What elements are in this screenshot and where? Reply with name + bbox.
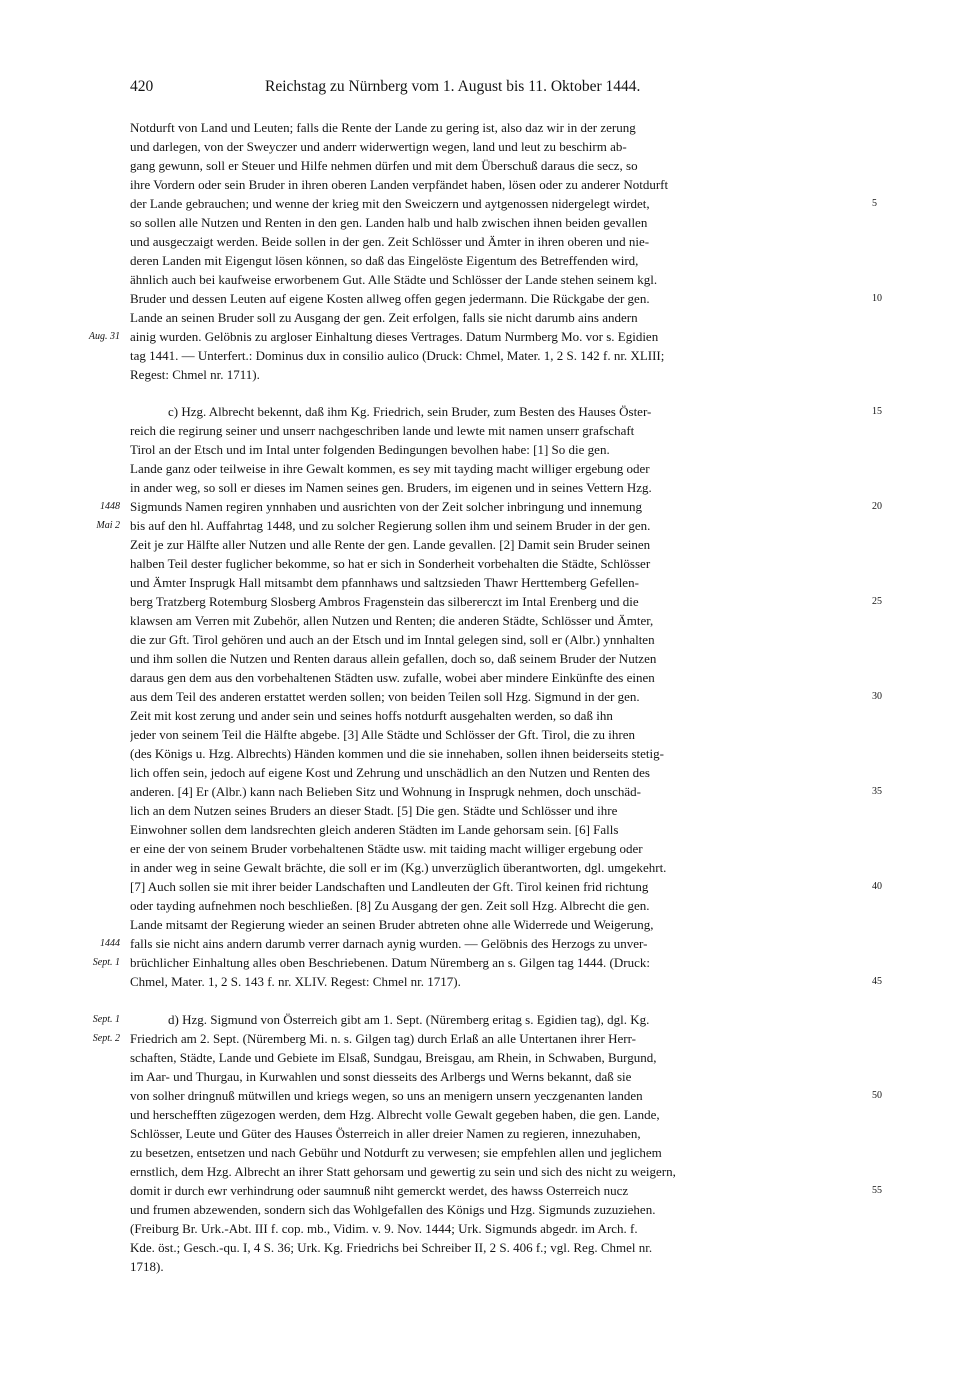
text-line bbox=[0, 687, 960, 706]
text-line bbox=[0, 1086, 960, 1105]
line-text: Tirol an der Etsch und im Intal unter folgenden Bedingungen bevolhen habe: [1] So die gen. bbox=[130, 442, 610, 457]
line-text: zu besetzen, entsetzen und nach Gebühr und Notdurft zu verwesen; sie empfehlen allen und jeglichem bbox=[130, 1145, 662, 1160]
section-d bbox=[0, 1010, 960, 1276]
text-line bbox=[0, 459, 960, 478]
margin-date: 1448 bbox=[100, 501, 120, 512]
line-number: 30 bbox=[872, 691, 882, 702]
line-text: Bruder und dessen Leuten auf eigene Kosten allweg offen gegen jedermann. Die Rückgabe der gen. bbox=[130, 291, 650, 306]
line-text: im Aar- und Thurgau, in Kurwahlen und sonst diesseits des Arlbergs und Werns bekannt, daß sie bbox=[130, 1069, 632, 1084]
text-line bbox=[0, 421, 960, 440]
line-text: brüchlicher Einhaltung alles oben Beschriebenen. Datum Nüremberg an s. Gilgen tag 1444. (Druck: bbox=[130, 955, 650, 970]
line-text: von solher dringnuß mütwillen und kriegs wegen, so uns an menigern unsern yeczgenanten landen bbox=[130, 1088, 643, 1103]
margin-date: Sept. 1 bbox=[92, 957, 120, 968]
line-text: Kde. öst.; Gesch.-qu. I, 4 S. 36; Urk. Kg. Friedrichs bei Schreiber II, 2 S. 406 f.; vgl. Reg. Chmel nr. bbox=[130, 1240, 653, 1255]
line-text: oder tayding aufnehmen noch beschließen. [8] Zu Ausgang der gen. Zeit soll Hzg. Albrecht die gen. bbox=[130, 898, 650, 913]
line-text: in ander weg in seine Gewalt brächte, die soll er im (Kg.) unverzüglich überantworten, dgl. umgekehrt. bbox=[130, 860, 667, 875]
text-line bbox=[0, 763, 960, 782]
line-text: die zur Gft. Tirol gehören und auch an der Etsch und im Inntal gelegen sind, soll er (Albr.) ynnhalten bbox=[130, 632, 655, 647]
line-text: ähnlich auch bei kaufweise erworbenem Gut. Alle Städte und Schlösser der Lande stehen seinem kgl. bbox=[130, 272, 658, 287]
line-text: (des Königs u. Hzg. Albrechts) Händen kommen und die sie innehaben, sollen ihnen beiderseits stetig- bbox=[130, 746, 664, 761]
line-text: Regest: Chmel nr. 1711). bbox=[130, 367, 260, 382]
line-text: lich an dem Nutzen seines Bruders an dieser Stadt. [5] Die gen. Städte und Schlösser und ihre bbox=[130, 803, 618, 818]
line-text: Notdurft von Land und Leuten; falls die Rente der Lande zu gering ist, also daz wir in der zerung bbox=[130, 120, 636, 135]
text-line bbox=[0, 346, 960, 365]
line-text: berg Tratzberg Rotemburg Slosberg Ambros Fragenstein das silbererczt im Intal Erenberg und die bbox=[130, 594, 639, 609]
line-text: er eine der von seinem Bruder vorbehaltenen Städte usw. mit taiding macht williger ergebung oder bbox=[130, 841, 643, 856]
running-title: Reichstag zu Nürnberg vom 1. August bis 11. Oktober 1444. bbox=[265, 78, 641, 95]
text-line bbox=[0, 327, 960, 346]
text-line bbox=[0, 839, 960, 858]
section-c bbox=[0, 402, 960, 991]
text-line bbox=[0, 915, 960, 934]
text-line bbox=[0, 1010, 960, 1029]
line-text: Zeit mit kost zerung und ander sein und seines hoffs notdurft ausgehalten werden, so daß ihn bbox=[130, 708, 613, 723]
margin-date: Mai 2 bbox=[96, 520, 120, 531]
text-line bbox=[0, 1238, 960, 1257]
text-line bbox=[0, 137, 960, 156]
line-text: d) Hzg. Sigmund von Österreich gibt am 1. Sept. (Nüremberg eritag s. Egidien tag), dgl. Kg. bbox=[168, 1012, 650, 1027]
line-text: der Lande gebrauchen; und wenne der krieg mit den Sweiczern und aytgenossen nidergelegt wirdet, bbox=[130, 196, 650, 211]
text-line bbox=[0, 934, 960, 953]
margin-date: Sept. 1 bbox=[92, 1014, 120, 1025]
line-text: halben Teil dester fuglicher bekomme, so hat er sich in Sonderheit vorbehalten die Städte, Schlösser bbox=[130, 556, 651, 571]
line-text: jeder von seinem Teil die Hälfte abgebe. [3] Alle Städte und Schlösser der Gft. Tirol, die zu ihren bbox=[130, 727, 636, 742]
line-number: 45 bbox=[872, 976, 882, 987]
line-text: Friedrich am 2. Sept. (Nüremberg Mi. n. s. Gilgen tag) durch Erlaß an alle Untertanen ihrer Herr- bbox=[130, 1031, 636, 1046]
line-text: und frumen abzewenden, sondern sich das Wohlgefallen des Königs und Hzg. Sigmunds zuzuziehen. bbox=[130, 1202, 656, 1217]
text-line bbox=[0, 478, 960, 497]
margin-date: Aug. 31 bbox=[88, 331, 120, 342]
margin-date: 1444 bbox=[100, 938, 120, 949]
section-b bbox=[0, 118, 960, 384]
text-line bbox=[0, 820, 960, 839]
line-text: reich die regirung seiner und unserr nachgeschriben lande und lewte mit namen unserr grafschaft bbox=[130, 423, 635, 438]
line-text: Chmel, Mater. 1, 2 S. 143 f. nr. XLIV. Regest: Chmel nr. 1717). bbox=[130, 974, 461, 989]
line-text: aus dem Teil des anderen erstattet werden sollen; von beiden Teilen soll Hzg. Sigmund in der gen. bbox=[130, 689, 640, 704]
line-number: 50 bbox=[872, 1090, 882, 1101]
text-line bbox=[0, 497, 960, 516]
line-number: 40 bbox=[872, 881, 882, 892]
text-line bbox=[0, 270, 960, 289]
line-text: bis auf den hl. Auffahrtag 1448, und zu solcher Regierung sollen ihm und seinem Bruder in der gen. bbox=[130, 518, 651, 533]
text-line bbox=[0, 175, 960, 194]
line-text: ainig wurden. Gelöbnis zu argloser Einhaltung dieses Vertrages. Datum Nurmberg Mo. vor s. Egidien bbox=[130, 329, 659, 344]
text-line bbox=[0, 1143, 960, 1162]
text-line bbox=[0, 308, 960, 327]
line-text: [7] Auch sollen sie mit ihrer beider Landschaften und Landleuten der Gft. Tirol keinen frid richtung bbox=[130, 879, 649, 894]
text-line bbox=[0, 744, 960, 763]
text-line bbox=[0, 630, 960, 649]
text-line bbox=[0, 592, 960, 611]
margin-date: Sept. 2 bbox=[92, 1033, 120, 1044]
text-line bbox=[0, 118, 960, 137]
line-text: anderen. [4] Er (Albr.) kann nach Belieben Sitz und Wohnung in Insprugk nehmen, doch unschäd- bbox=[130, 784, 641, 799]
text-line bbox=[0, 194, 960, 213]
line-number: 15 bbox=[872, 406, 882, 417]
line-text: Lande ganz oder teilweise in ihre Gewalt kommen, es sey mit tayding macht williger ergebung oder bbox=[130, 461, 650, 476]
line-text: deren Landen mit Eigengut lösen können, so daß das Eingelöste Eigentum des Betreffenden wird, bbox=[130, 253, 639, 268]
line-text: falls sie nicht ains andern darumb verrer darnach aynig wurden. — Gelöbnis des Herzogs zu unver- bbox=[130, 936, 648, 951]
text-line bbox=[0, 649, 960, 668]
line-text: Zeit je zur Hälfte aller Nutzen und alle Rente der gen. Lande gevallen. [2] Damit sein Bruder seinen bbox=[130, 537, 651, 552]
text-line bbox=[0, 725, 960, 744]
line-text: und ihm sollen die Nutzen und Renten daraus allein gefallen, doch so, daß seinem Bruder der Nutzen bbox=[130, 651, 657, 666]
text-line bbox=[0, 877, 960, 896]
text-line bbox=[0, 1067, 960, 1086]
text-line bbox=[0, 1048, 960, 1067]
text-line bbox=[0, 213, 960, 232]
line-text: so sollen alle Nutzen und Renten in den gen. Landen halb und halb zwischen ihnen beiden gevallen bbox=[130, 215, 648, 230]
line-text: gang gewunn, soll er Steuer und Hilfe nehmen dürfen und mit dem Überschuß daraus die secz, so bbox=[130, 158, 638, 173]
line-text: und ausgeczaigt werden. Beide sollen in der gen. Zeit Schlösser und Ämter in ihren oberen und nie- bbox=[130, 234, 650, 249]
line-text: daraus gen dem aus den vorbehaltenen Städten usw. zufalle, wobei aber mindere Einkünfte des einen bbox=[130, 670, 655, 685]
line-text: und Ämter Insprugk Hall mitsambt dem pfannhaws und saltzsieden Thawr Herttemberg Gefellen- bbox=[130, 575, 639, 590]
line-text: Schlösser, Leute und Güter des Hauses Österreich in aller dreier Namen zu regieren, innezuhaben, bbox=[130, 1126, 641, 1141]
text-line bbox=[0, 535, 960, 554]
text-line bbox=[0, 972, 960, 991]
text-line bbox=[0, 858, 960, 877]
line-text: 1718). bbox=[130, 1259, 164, 1274]
line-text: klawsen am Verren mit Zubehör, allen Nutzen und Renten; die anderen Städte, Schlösser und Ämter, bbox=[130, 613, 654, 628]
line-text: und darlegen, von der Sweyczer und anderr widerwertign wegen, land und leut zu beschirm ab- bbox=[130, 139, 627, 154]
text-line bbox=[0, 706, 960, 725]
text-line bbox=[0, 1200, 960, 1219]
line-text: Lande an seinen Bruder soll zu Ausgang der gen. Zeit erfolgen, falls sie nicht darumb ains andern bbox=[130, 310, 638, 325]
text-line bbox=[0, 365, 960, 384]
text-line bbox=[0, 801, 960, 820]
line-text: ihre Vordern oder sein Bruder in ihren oberen Landen verpfändet haben, lösen oder zu anderer Notdurft bbox=[130, 177, 669, 192]
text-line bbox=[0, 1219, 960, 1238]
page-number: 420 bbox=[130, 78, 154, 95]
line-text: schaften, Städte, Lande und Gebiete im Elsaß, Sundgau, Breisgau, am Rhein, in Schwaben, Burgund, bbox=[130, 1050, 657, 1065]
text-line bbox=[0, 402, 960, 421]
line-number: 10 bbox=[872, 293, 882, 304]
text-line bbox=[0, 896, 960, 915]
line-text: tag 1441. — Unterfert.: Dominus dux in consilio aulico (Druck: Chmel, Mater. 1, 2 S. 142 f. nr. XLIII; bbox=[130, 348, 665, 363]
text-line bbox=[0, 232, 960, 251]
line-text: (Freiburg Br. Urk.-Abt. III f. cop. mb., Vidim. v. 9. Nov. 1444; Urk. Sigmunds abgedr. im Arch. f. bbox=[130, 1221, 638, 1236]
text-line bbox=[0, 611, 960, 630]
line-number: 35 bbox=[872, 786, 882, 797]
text-line bbox=[0, 156, 960, 175]
text-line bbox=[0, 953, 960, 972]
text-line bbox=[0, 1105, 960, 1124]
line-text: Lande mitsamt der Regierung wieder an seinen Bruder abtreten ohne alle Widerrede und Weigerung, bbox=[130, 917, 654, 932]
text-line bbox=[0, 1029, 960, 1048]
line-number: 5 bbox=[872, 198, 877, 209]
text-line bbox=[0, 1257, 960, 1276]
text-line bbox=[0, 1124, 960, 1143]
text-line bbox=[0, 440, 960, 459]
text-line bbox=[0, 251, 960, 270]
line-text: Einwohner sollen dem landsrechten gleich anderen Städten im Lande gehorsam sein. [6] Falls bbox=[130, 822, 619, 837]
text-line bbox=[0, 782, 960, 801]
line-text: ernstlich, dem Hzg. Albrecht an ihrer Statt gehorsam und gewertig zu sein und sich des nicht zu weigern, bbox=[130, 1164, 676, 1179]
text-line bbox=[0, 554, 960, 573]
line-text: domit ir durch ewr verhindrung oder saumnuß niht gemerckt werdet, des hawss Osterreich nucz bbox=[130, 1183, 629, 1198]
line-number: 20 bbox=[872, 501, 882, 512]
text-line bbox=[0, 668, 960, 687]
line-text: Sigmunds Namen regiren ynnhaben und ausrichten von der Zeit solcher inbringung und innemung bbox=[130, 499, 642, 514]
line-text: und herschefften zügezogen werden, dem Hzg. Albrecht volle Gewalt gegeben haben, die gen. Lande, bbox=[130, 1107, 660, 1122]
text-line bbox=[0, 573, 960, 592]
line-number: 55 bbox=[872, 1185, 882, 1196]
line-text: in ander weg, so soll er dieses im Namen seines gen. Bruders, im eigenen und in seines Vettern Hzg. bbox=[130, 480, 652, 495]
line-text: lich offen sein, jedoch auf eigene Kost und Zehrung und unschädlich an den Nutzen und Renten des bbox=[130, 765, 650, 780]
line-number: 25 bbox=[872, 596, 882, 607]
text-line bbox=[0, 1181, 960, 1200]
line-text: c) Hzg. Albrecht bekennt, daß ihm Kg. Friedrich, sein Bruder, zum Besten des Hauses Öster- bbox=[168, 404, 652, 419]
text-line bbox=[0, 516, 960, 535]
text-line bbox=[0, 1162, 960, 1181]
text-line bbox=[0, 289, 960, 308]
